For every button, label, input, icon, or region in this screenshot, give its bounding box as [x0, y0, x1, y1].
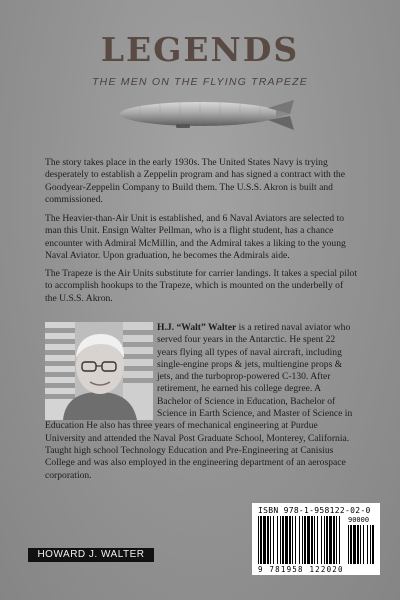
barcode-addon-icon: [348, 525, 376, 564]
barcode-bar: [336, 516, 337, 564]
barcode-bar: [311, 516, 313, 564]
description-paragraph-1: The story takes place in the early 1930s. The United States Navy is trying desperately to establish a Zeppelin program and has signed a contract with the Goodyear-Zeppelin Company to Build them. The U.S.S. Akron is built and commissioned.: [45, 157, 345, 205]
barcode-bar: [324, 516, 325, 564]
barcode-bar: [353, 525, 356, 564]
barcode-icon: [258, 516, 344, 564]
barcode-bar: [263, 516, 266, 564]
barcode-bar: [350, 525, 352, 564]
isbn-barcode-block: [252, 503, 380, 575]
price-code: 90000: [348, 516, 370, 524]
barcode-bar: [360, 525, 361, 564]
barcode-bar: [363, 525, 364, 564]
author-bio-text: is a retired naval aviator who served four years in the Antarctic. He spent 22 years flying all types of naval aircraft, including single-engine props & jets, multiengine props & jets, and the turboprop-powered C-130. After retirement, he earned his college degree. A Bachelor of Science in Education, Bachelor of Science in Earth Science, and Master of Science in Education He also has three years of mechanical engineering at Purdue University and attended the Naval Post Graduate School, Monterey, California. Taught high school Technology Education and Pre-Engineering at Canisius College and was also employed in the engineering department of an aerospace corporation.: [45, 322, 353, 481]
barcode-bar: [307, 516, 310, 564]
barcode-bar: [326, 516, 328, 564]
author-name-label: HOWARD J. WALTER: [28, 548, 154, 562]
airship-illustration: [118, 96, 298, 136]
barcode-bar: [302, 516, 303, 564]
barcode-bar: [270, 516, 271, 564]
barcode-bar: [282, 516, 284, 564]
barcode-bar: [339, 516, 340, 564]
barcode-bar: [292, 516, 293, 564]
barcode-bar: [295, 516, 296, 564]
barcode-bar: [258, 516, 259, 564]
barcode-bar: [372, 525, 374, 564]
barcode-bar: [321, 516, 322, 564]
photo-spacer: [45, 322, 157, 420]
barcode-bar: [304, 516, 306, 564]
author-bio-name: H.J. “Walt” Walter: [157, 322, 237, 333]
barcode-bar: [333, 516, 335, 564]
barcode-bar: [357, 525, 359, 564]
barcode-bar: [317, 516, 318, 564]
barcode-bar: [267, 516, 269, 564]
author-bio: [45, 322, 357, 482]
description-paragraph-2: The Heavier-than-Air Unit is established, and 6 Naval Aviators are selected to man this Unit. Ensign Walter Pellman, who is a flight student, has a chance encounter with Admiral McMillin, and the Admiral takes a liking to the young Naval Aviator. Upon graduation, he becomes the Admirals aide.: [45, 213, 346, 261]
barcode-bar: [277, 516, 278, 564]
barcode-bar: [329, 516, 332, 564]
barcode-bar: [367, 525, 368, 564]
barcode-bar: [260, 516, 262, 564]
cover-title: LEGENDS: [100, 30, 300, 69]
isbn-text: ISBN 978-1-958122-02-0: [258, 506, 371, 515]
barcode-bar: [285, 516, 288, 564]
barcode-bar: [289, 516, 291, 564]
barcode-bar: [280, 516, 281, 564]
barcode-bar: [273, 516, 274, 564]
description-paragraph-3: The Trapeze is the Air Units substitute for carrier landings. It takes a special pilot to accomplish hookups to the Trapeze, which is mounted on the underbelly of the U.S.S. Akron.: [45, 268, 357, 304]
barcode-bar: [299, 516, 300, 564]
barcode-bar: [348, 525, 349, 564]
barcode-bar: [314, 516, 315, 564]
barcode-bar: [370, 525, 371, 564]
cover-subtitle: THE MEN ON THE FLYING TRAPEZE: [92, 76, 308, 88]
ean-number: 9 781958 122020: [258, 565, 344, 574]
